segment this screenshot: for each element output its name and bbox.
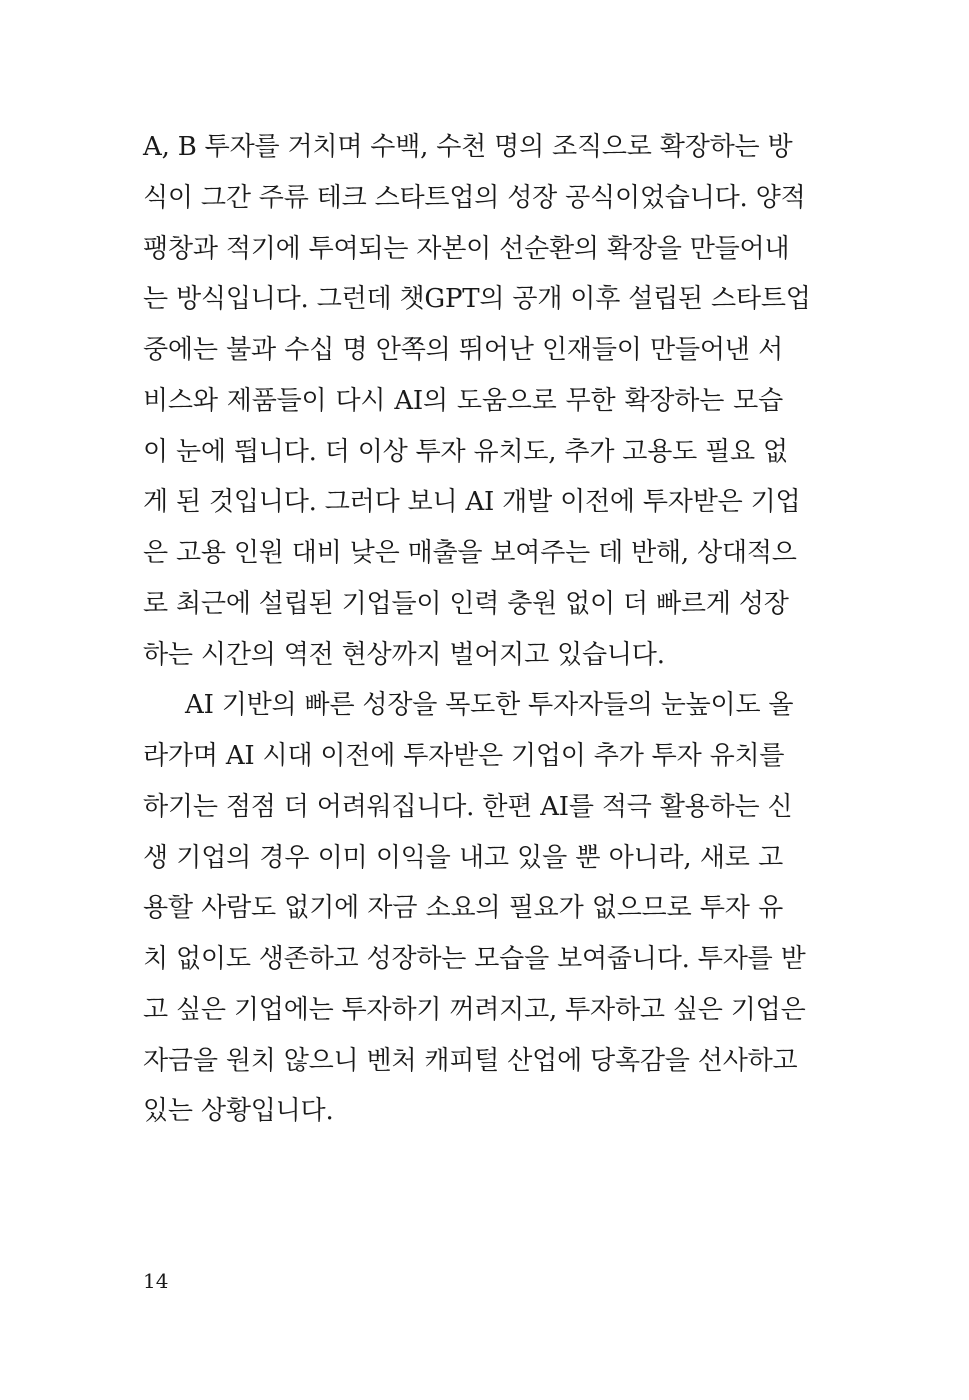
text-line: 식이 그간 주류 테크 스타트업의 성장 공식이었습니다. 양적 [143, 182, 806, 213]
text-line: 비스와 제품들이 다시 AI의 도움으로 무한 확장하는 모습 [143, 385, 783, 416]
paragraph-1 [143, 122, 811, 680]
text-line: 게 된 것입니다. 그러다 보니 AI 개발 이전에 투자받은 기업 [143, 487, 801, 518]
text-line: A, B 투자를 거치며 수백, 수천 명의 조직으로 확장하는 방 [143, 132, 793, 162]
text-line-last: 하는 시간의 역전 현상까지 벌어지고 있습니다. [143, 639, 665, 670]
text-line: 고 싶은 기업에는 투자하기 꺼려지고, 투자하고 싶은 기업은 [143, 994, 806, 1025]
text-line: 하기는 점점 더 어려워집니다. 한편 AI를 적극 활용하는 신 [143, 791, 793, 822]
text-line: 용할 사람도 없기에 자금 소요의 필요가 없으므로 투자 유 [143, 893, 783, 924]
text-line: 팽창과 적기에 투여되는 자본이 선순환의 확장을 만들어내 [143, 233, 790, 264]
paragraph-2 [143, 680, 806, 1137]
text-line-indented: AI 기반의 빠른 성장을 목도한 투자자들의 눈높이도 올 [185, 690, 794, 721]
text-line: 중에는 불과 수십 명 안쪽의 뛰어난 인재들이 만들어낸 서 [143, 335, 783, 365]
text-line: 은 고용 인원 대비 낮은 매출을 보여주는 데 반해, 상대적으 [143, 538, 797, 568]
text-line: 로 최근에 설립된 기업들이 인력 충원 없이 더 빠르게 성장 [143, 588, 789, 619]
page-number: 14 [143, 1269, 169, 1293]
text-line: 이 눈에 띕니다. 더 이상 투자 유치도, 추가 고용도 필요 없 [143, 436, 788, 467]
text-line-last: 있는 상황입니다. [143, 1096, 334, 1127]
text-line: 치 없이도 생존하고 성장하는 모습을 보여줍니다. 투자를 받 [143, 944, 806, 974]
text-line: 라가며 AI 시대 이전에 투자받은 기업이 추가 투자 유치를 [143, 741, 785, 771]
text-line: 는 방식입니다. 그런데 챗GPT의 공개 이후 설립된 스타트업 [143, 284, 811, 315]
text-line: 자금을 원치 않으니 벤처 캐피털 산업에 당혹감을 선사하고 [143, 1045, 798, 1076]
text-line: 생 기업의 경우 이미 이익을 내고 있을 뿐 아니라, 새로 고 [143, 842, 783, 873]
body-text [143, 122, 811, 1137]
